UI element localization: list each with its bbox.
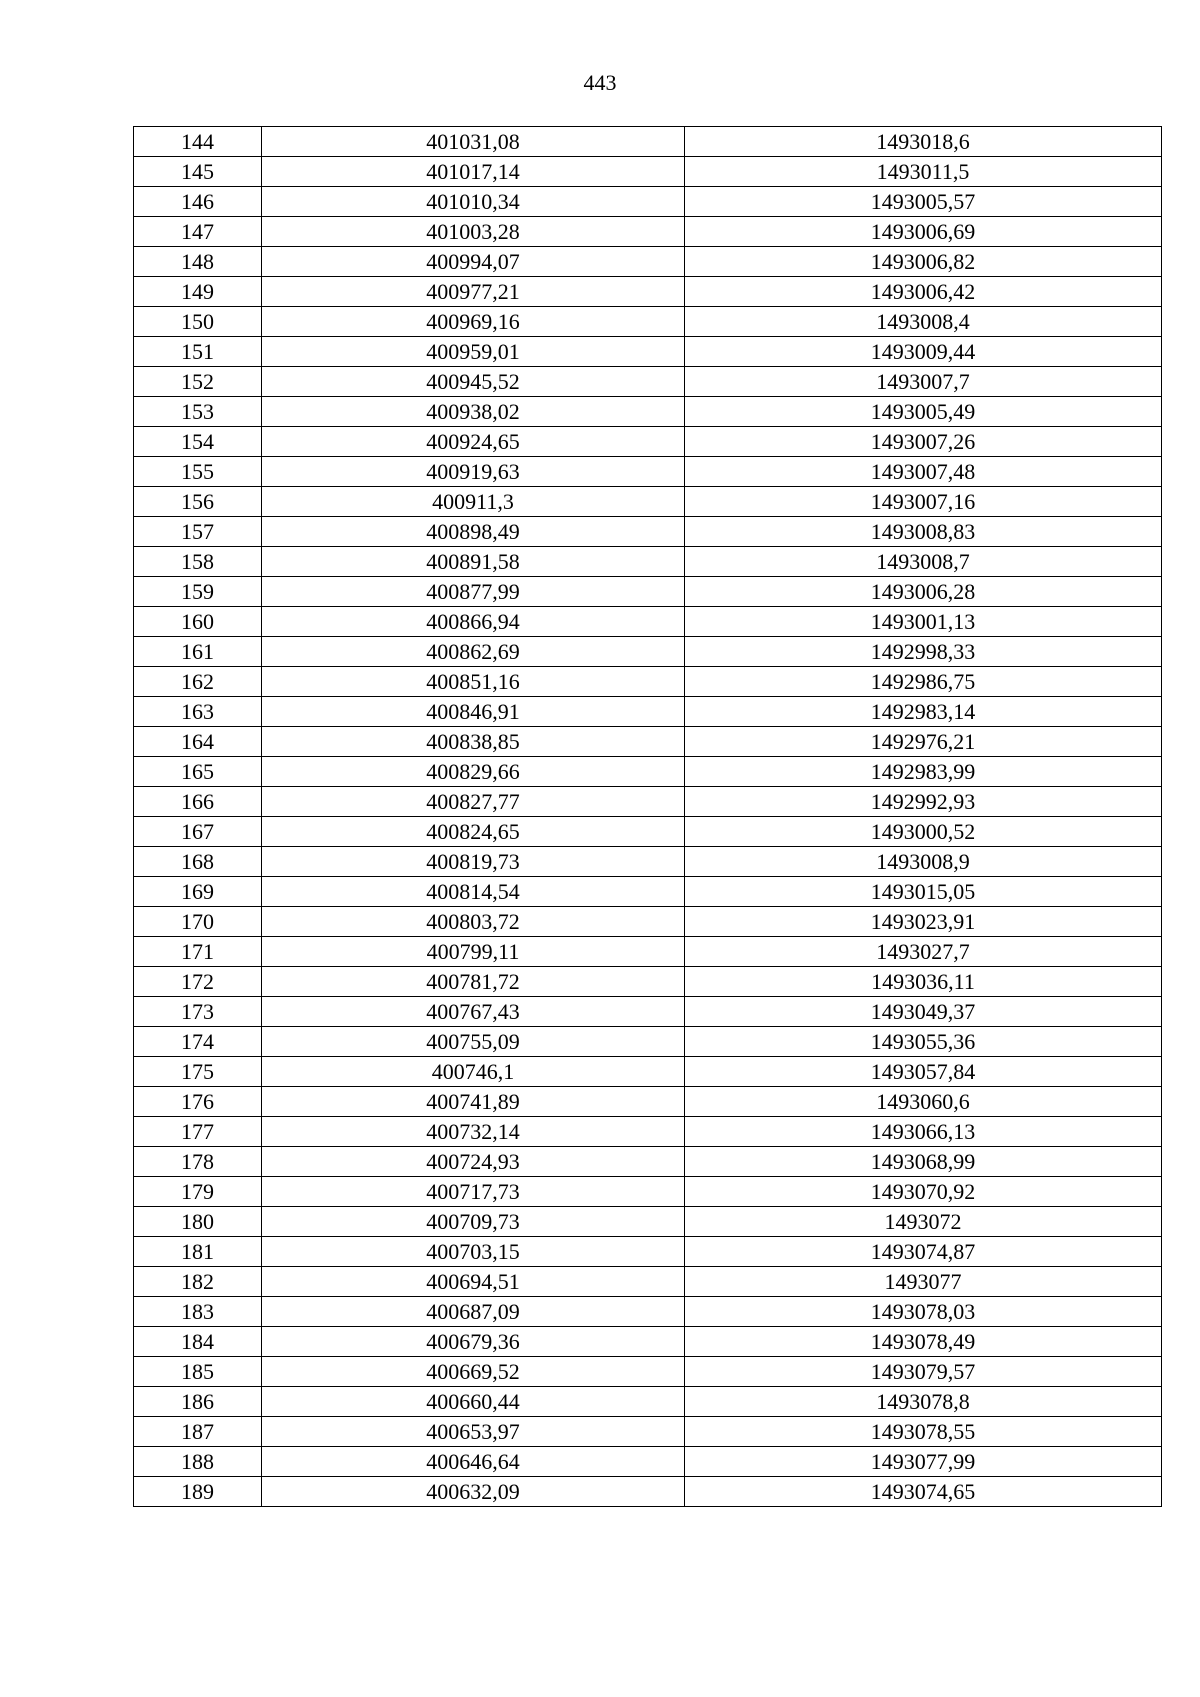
x-coordinate-cell: 400799,11 (262, 937, 685, 967)
point-number-cell: 180 (134, 1207, 262, 1237)
y-coordinate-cell: 1492986,75 (685, 667, 1162, 697)
table-row (134, 727, 1162, 757)
point-number-cell: 145 (134, 157, 262, 187)
table-row (134, 187, 1162, 217)
point-number-cell: 162 (134, 667, 262, 697)
x-coordinate-cell: 400846,91 (262, 697, 685, 727)
point-number-cell: 158 (134, 547, 262, 577)
point-number-cell: 159 (134, 577, 262, 607)
table-row (134, 367, 1162, 397)
table-row (134, 1297, 1162, 1327)
table-row (134, 1237, 1162, 1267)
point-number-cell: 167 (134, 817, 262, 847)
x-coordinate-cell: 400717,73 (262, 1177, 685, 1207)
y-coordinate-cell: 1493006,69 (685, 217, 1162, 247)
point-number-cell: 156 (134, 487, 262, 517)
x-coordinate-cell: 400827,77 (262, 787, 685, 817)
table-row (134, 997, 1162, 1027)
y-coordinate-cell: 1492983,14 (685, 697, 1162, 727)
table-row (134, 1087, 1162, 1117)
x-coordinate-cell: 400891,58 (262, 547, 685, 577)
y-coordinate-cell: 1493000,52 (685, 817, 1162, 847)
x-coordinate-cell: 400679,36 (262, 1327, 685, 1357)
point-number-cell: 188 (134, 1447, 262, 1477)
point-number-cell: 185 (134, 1357, 262, 1387)
table-row (134, 307, 1162, 337)
x-coordinate-cell: 400632,09 (262, 1477, 685, 1507)
point-number-cell: 154 (134, 427, 262, 457)
table-row (134, 577, 1162, 607)
table-row (134, 757, 1162, 787)
table-row (134, 817, 1162, 847)
x-coordinate-cell: 401010,34 (262, 187, 685, 217)
y-coordinate-cell: 1493070,92 (685, 1177, 1162, 1207)
y-coordinate-cell: 1493008,7 (685, 547, 1162, 577)
x-coordinate-cell: 400919,63 (262, 457, 685, 487)
table-row (134, 1477, 1162, 1507)
y-coordinate-cell: 1493008,4 (685, 307, 1162, 337)
table-row (134, 1387, 1162, 1417)
page-number: 443 (583, 70, 617, 95)
table-row (134, 1117, 1162, 1147)
y-coordinate-cell: 1493074,87 (685, 1237, 1162, 1267)
x-coordinate-cell: 400994,07 (262, 247, 685, 277)
table-row (134, 1267, 1162, 1297)
point-number-cell: 183 (134, 1297, 262, 1327)
y-coordinate-cell: 1493078,03 (685, 1297, 1162, 1327)
x-coordinate-cell: 400755,09 (262, 1027, 685, 1057)
point-number-cell: 165 (134, 757, 262, 787)
y-coordinate-cell: 1492983,99 (685, 757, 1162, 787)
x-coordinate-cell: 400646,64 (262, 1447, 685, 1477)
x-coordinate-cell: 400969,16 (262, 307, 685, 337)
table-row (134, 787, 1162, 817)
y-coordinate-cell: 1493006,82 (685, 247, 1162, 277)
y-coordinate-cell: 1493027,7 (685, 937, 1162, 967)
x-coordinate-cell: 400959,01 (262, 337, 685, 367)
point-number-cell: 155 (134, 457, 262, 487)
table-row (134, 1357, 1162, 1387)
point-number-cell: 189 (134, 1477, 262, 1507)
y-coordinate-cell: 1493055,36 (685, 1027, 1162, 1057)
point-number-cell: 176 (134, 1087, 262, 1117)
table-row (134, 1057, 1162, 1087)
table-row (134, 217, 1162, 247)
y-coordinate-cell: 1493007,26 (685, 427, 1162, 457)
table-row (134, 907, 1162, 937)
y-coordinate-cell: 1493007,16 (685, 487, 1162, 517)
x-coordinate-cell: 400709,73 (262, 1207, 685, 1237)
x-coordinate-cell: 400724,93 (262, 1147, 685, 1177)
table-row (134, 247, 1162, 277)
point-number-cell: 178 (134, 1147, 262, 1177)
table-row (134, 127, 1162, 157)
point-number-cell: 161 (134, 637, 262, 667)
x-coordinate-cell: 400694,51 (262, 1267, 685, 1297)
point-number-cell: 157 (134, 517, 262, 547)
x-coordinate-cell: 400877,99 (262, 577, 685, 607)
x-coordinate-cell: 400945,52 (262, 367, 685, 397)
table-row (134, 667, 1162, 697)
table-row (134, 1027, 1162, 1057)
table-row (134, 427, 1162, 457)
table-row (134, 1177, 1162, 1207)
point-number-cell: 151 (134, 337, 262, 367)
y-coordinate-cell: 1493036,11 (685, 967, 1162, 997)
table-row (134, 1417, 1162, 1447)
y-coordinate-cell: 1493023,91 (685, 907, 1162, 937)
point-number-cell: 164 (134, 727, 262, 757)
x-coordinate-cell: 400687,09 (262, 1297, 685, 1327)
y-coordinate-cell: 1493011,5 (685, 157, 1162, 187)
x-coordinate-cell: 401017,14 (262, 157, 685, 187)
table-row (134, 607, 1162, 637)
x-coordinate-cell: 400829,66 (262, 757, 685, 787)
table-row (134, 547, 1162, 577)
point-number-cell: 152 (134, 367, 262, 397)
coordinates-table (133, 126, 1162, 1507)
x-coordinate-cell: 400781,72 (262, 967, 685, 997)
point-number-cell: 146 (134, 187, 262, 217)
point-number-cell: 169 (134, 877, 262, 907)
table-row (134, 397, 1162, 427)
table-row (134, 967, 1162, 997)
x-coordinate-cell: 400824,65 (262, 817, 685, 847)
y-coordinate-cell: 1493072 (685, 1207, 1162, 1237)
x-coordinate-cell: 400653,97 (262, 1417, 685, 1447)
table-row (134, 637, 1162, 667)
point-number-cell: 153 (134, 397, 262, 427)
x-coordinate-cell: 400703,15 (262, 1237, 685, 1267)
point-number-cell: 182 (134, 1267, 262, 1297)
x-coordinate-cell: 400741,89 (262, 1087, 685, 1117)
y-coordinate-cell: 1493068,99 (685, 1147, 1162, 1177)
x-coordinate-cell: 400866,94 (262, 607, 685, 637)
x-coordinate-cell: 400977,21 (262, 277, 685, 307)
table-row (134, 877, 1162, 907)
x-coordinate-cell: 401003,28 (262, 217, 685, 247)
point-number-cell: 184 (134, 1327, 262, 1357)
table-row (134, 1327, 1162, 1357)
x-coordinate-cell: 400732,14 (262, 1117, 685, 1147)
table-row (134, 847, 1162, 877)
point-number-cell: 173 (134, 997, 262, 1027)
x-coordinate-cell: 400911,3 (262, 487, 685, 517)
table-row (134, 1147, 1162, 1177)
y-coordinate-cell: 1493007,7 (685, 367, 1162, 397)
y-coordinate-cell: 1493078,55 (685, 1417, 1162, 1447)
table-row (134, 487, 1162, 517)
y-coordinate-cell: 1493078,8 (685, 1387, 1162, 1417)
x-coordinate-cell: 400938,02 (262, 397, 685, 427)
y-coordinate-cell: 1493049,37 (685, 997, 1162, 1027)
point-number-cell: 175 (134, 1057, 262, 1087)
y-coordinate-cell: 1493074,65 (685, 1477, 1162, 1507)
point-number-cell: 160 (134, 607, 262, 637)
table-row (134, 1447, 1162, 1477)
x-coordinate-cell: 400814,54 (262, 877, 685, 907)
point-number-cell: 170 (134, 907, 262, 937)
x-coordinate-cell: 401031,08 (262, 127, 685, 157)
point-number-cell: 174 (134, 1027, 262, 1057)
x-coordinate-cell: 400851,16 (262, 667, 685, 697)
point-number-cell: 148 (134, 247, 262, 277)
x-coordinate-cell: 400746,1 (262, 1057, 685, 1087)
y-coordinate-cell: 1492992,93 (685, 787, 1162, 817)
x-coordinate-cell: 400669,52 (262, 1357, 685, 1387)
table-row (134, 517, 1162, 547)
point-number-cell: 166 (134, 787, 262, 817)
x-coordinate-cell: 400898,49 (262, 517, 685, 547)
x-coordinate-cell: 400819,73 (262, 847, 685, 877)
y-coordinate-cell: 1493009,44 (685, 337, 1162, 367)
table-row (134, 457, 1162, 487)
y-coordinate-cell: 1493008,9 (685, 847, 1162, 877)
point-number-cell: 186 (134, 1387, 262, 1417)
y-coordinate-cell: 1493015,05 (685, 877, 1162, 907)
x-coordinate-cell: 400838,85 (262, 727, 685, 757)
y-coordinate-cell: 1492976,21 (685, 727, 1162, 757)
y-coordinate-cell: 1493005,57 (685, 187, 1162, 217)
y-coordinate-cell: 1493057,84 (685, 1057, 1162, 1087)
point-number-cell: 149 (134, 277, 262, 307)
y-coordinate-cell: 1493008,83 (685, 517, 1162, 547)
point-number-cell: 181 (134, 1237, 262, 1267)
y-coordinate-cell: 1493079,57 (685, 1357, 1162, 1387)
y-coordinate-cell: 1493077 (685, 1267, 1162, 1297)
x-coordinate-cell: 400767,43 (262, 997, 685, 1027)
point-number-cell: 150 (134, 307, 262, 337)
coordinates-table-body (134, 127, 1162, 1507)
point-number-cell: 168 (134, 847, 262, 877)
point-number-cell: 177 (134, 1117, 262, 1147)
point-number-cell: 171 (134, 937, 262, 967)
y-coordinate-cell: 1493066,13 (685, 1117, 1162, 1147)
y-coordinate-cell: 1492998,33 (685, 637, 1162, 667)
x-coordinate-cell: 400803,72 (262, 907, 685, 937)
table-row (134, 1207, 1162, 1237)
y-coordinate-cell: 1493007,48 (685, 457, 1162, 487)
x-coordinate-cell: 400924,65 (262, 427, 685, 457)
y-coordinate-cell: 1493077,99 (685, 1447, 1162, 1477)
x-coordinate-cell: 400862,69 (262, 637, 685, 667)
y-coordinate-cell: 1493006,28 (685, 577, 1162, 607)
point-number-cell: 147 (134, 217, 262, 247)
table-row (134, 277, 1162, 307)
point-number-cell: 163 (134, 697, 262, 727)
table-row (134, 157, 1162, 187)
table-row (134, 937, 1162, 967)
point-number-cell: 144 (134, 127, 262, 157)
x-coordinate-cell: 400660,44 (262, 1387, 685, 1417)
table-row (134, 337, 1162, 367)
y-coordinate-cell: 1493006,42 (685, 277, 1162, 307)
y-coordinate-cell: 1493001,13 (685, 607, 1162, 637)
table-row (134, 697, 1162, 727)
y-coordinate-cell: 1493018,6 (685, 127, 1162, 157)
y-coordinate-cell: 1493078,49 (685, 1327, 1162, 1357)
point-number-cell: 187 (134, 1417, 262, 1447)
point-number-cell: 172 (134, 967, 262, 997)
y-coordinate-cell: 1493005,49 (685, 397, 1162, 427)
point-number-cell: 179 (134, 1177, 262, 1207)
y-coordinate-cell: 1493060,6 (685, 1087, 1162, 1117)
